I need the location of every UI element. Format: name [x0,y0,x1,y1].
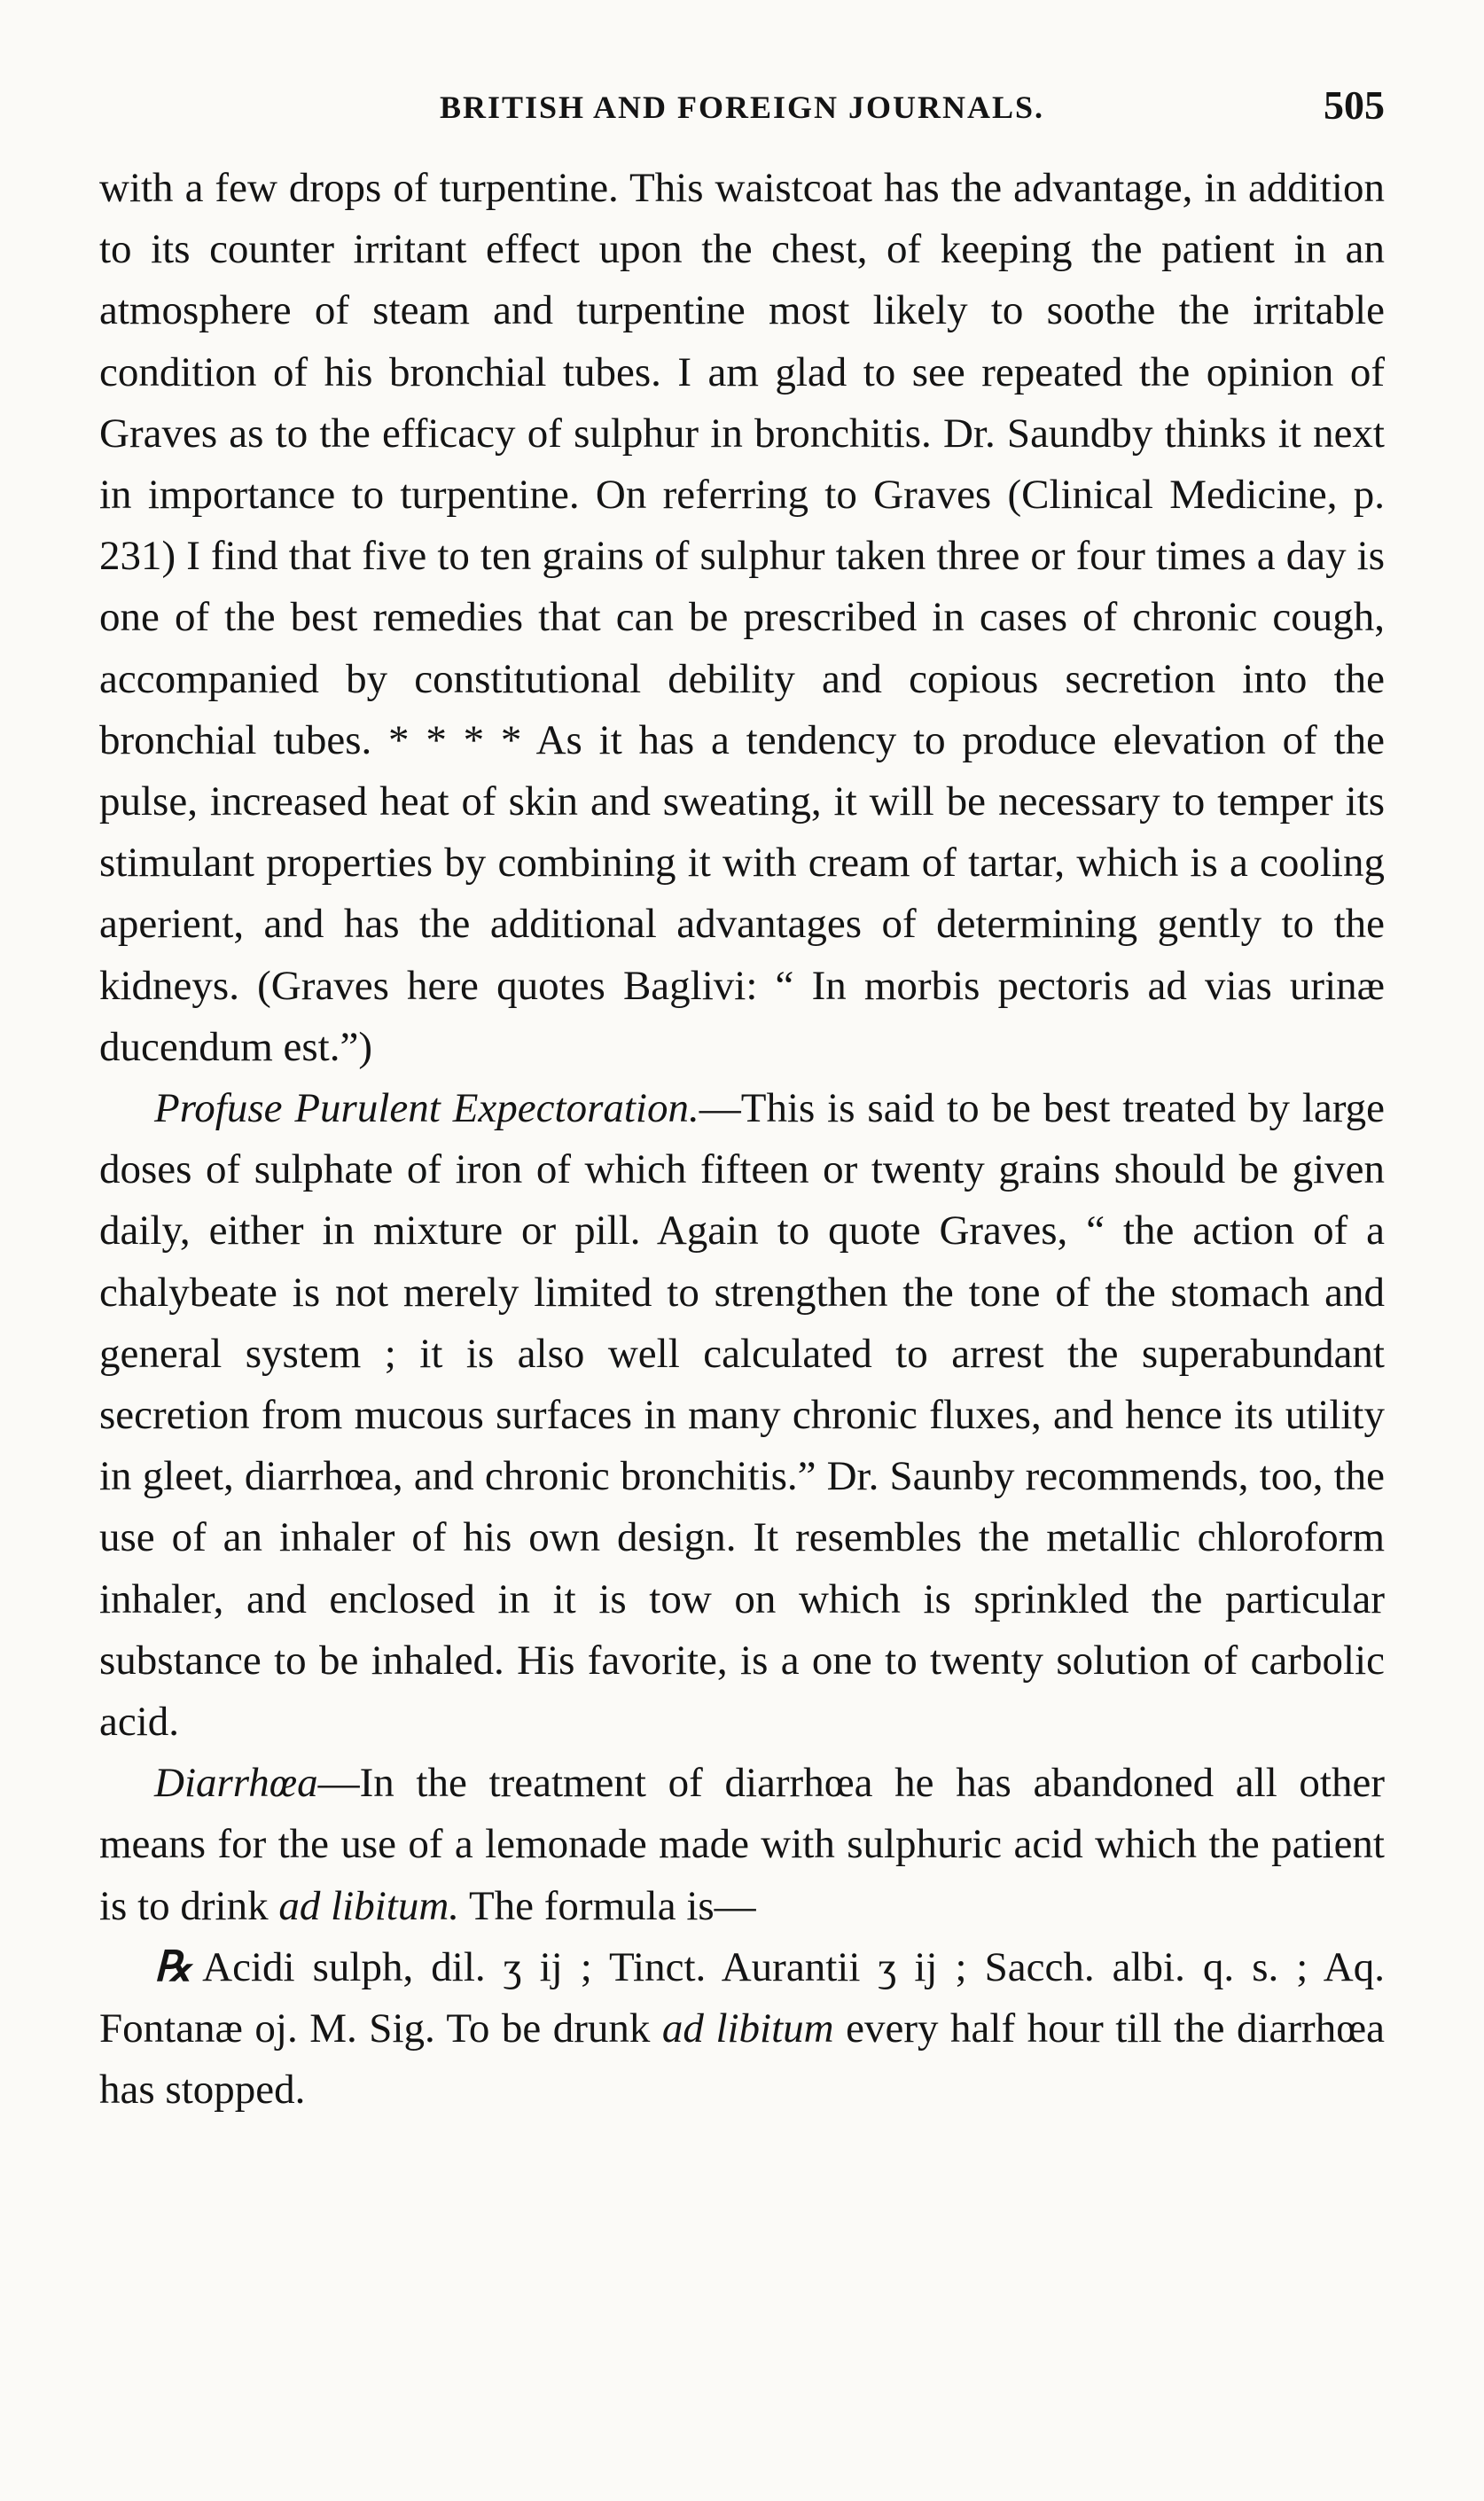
formula-text-b: every half hour till the diarrhœa has stopped. [99,2005,1385,2114]
paragraph-diarrhoea-body-a: —In the treatment of diarrhœa he has abandoned all other means for the use of a lemonade made with sulphuric acid which the patient is to drink [99,1760,1385,1929]
section-heading-diarrhoea: Diarrhœa [154,1760,318,1807]
paragraph-turpentine-sulphur: with a few drops of turpentine. This waistcoat has the advantage, in addition to its counter irritant effect upon the chest, of keeping the patient in an atmosphere of steam and turpentine most likely to soothe the irritable condition of his bronchial tubes. I am glad to see repeated the opinion of Graves as to the efficacy of sulphur in bronchitis. Dr. Saundby thinks it next in importance to turpentine. On referring to Graves (Clinical Medicine, p. 231) I find that five to ten grains of sulphur taken three or four times a day is one of the best remedies that can be prescribed in cases of chronic cough, accompanied by constitutional debility and copious secretion into the bronchial tubes. * * * * As it has a tendency to produce elevation of the pulse, increased heat of skin and sweating, it will be necessary to temper its stimulant properties by combining it with cream of tartar, which is a cooling aperient, and has the additional advantages of determining gently to the kidneys. (Graves here quotes Baglivi: “ In morbis pectoris ad vias urinæ ducendum est.”) [99,165,1385,1070]
paragraph-diarrhoea [99,1753,1385,1937]
paragraph-diarrhoea-body-b: The formula is— [459,1882,756,1929]
paragraph-diarrhoea-italic: ad libitum. [278,1882,460,1929]
formula-text-a: Acidi sulph, dil. ʒ ij ; Tinct. Aurantii ʒ ij ; Sacch. albi. q. s. ; Aq. Fontanæ oj. M. Sig. To be drunk [99,1943,1385,2052]
recipe-symbol: ℞ [154,1943,192,1990]
formula-italic: ad libitum [661,2005,834,2052]
document-page [99,82,1385,2122]
page-header [99,82,1385,138]
prescription-formula [99,1937,1385,2122]
paragraph-expectoration-body: —This is said to be best treated by large doses of sulphate of iron of which fifteen or twenty grains should be given daily, either in mixture or pill. Again to quote Graves, “ the action of a chalybeate is not merely limited to strengthen the tone of the stomach and general system ; it is also well calculated to arrest the superabundant secretion from mucous surfaces in many chronic fluxes, and hence its utility in gleet, diarrhœa, and chronic bronchitis.” Dr. Saunby recommends, too, the use of an inhaler of his own design. It resembles the metallic chloroform inhaler, and enclosed in it is tow on which is sprinkled the particular substance to be inhaled. His favorite, is a one to twenty solution of carbolic acid. [99,1085,1385,1746]
section-heading-expectoration: Profuse Purulent Expectoration. [154,1085,699,1132]
running-title: BRITISH AND FOREIGN JOURNALS. [439,90,1045,125]
paragraph-purulent-expectoration [99,1078,1385,1753]
page-number: 505 [1324,82,1385,128]
